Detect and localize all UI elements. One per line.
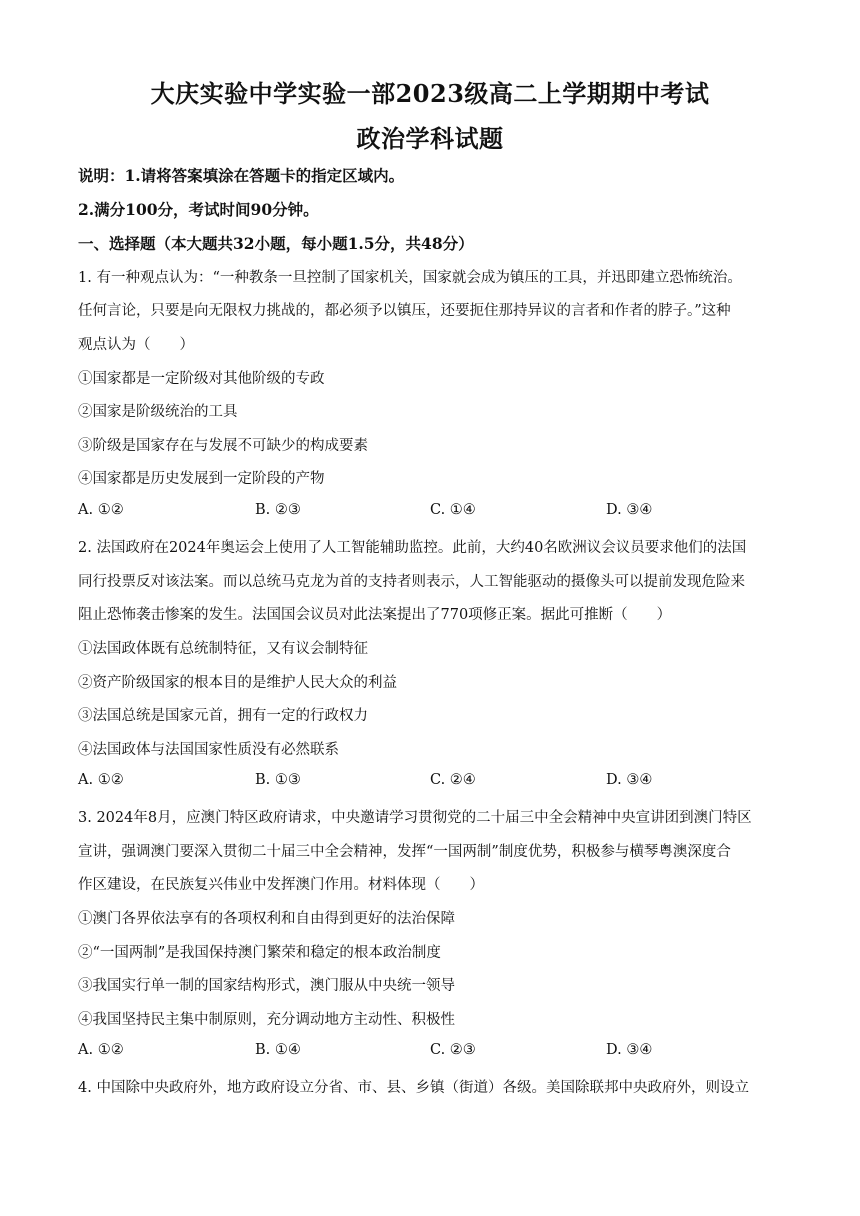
question-2-option-d: D. ③④ — [606, 772, 653, 788]
question-3-option-c: C. ②③ — [430, 1042, 476, 1058]
question-1-option-a: A. ①② — [78, 502, 124, 518]
question-1-statement-2: ②国家是阶级统治的工具 — [78, 404, 238, 420]
question-3-statement-4: ④我国坚持民主集中制原则，充分调动地方主动性、积极性 — [78, 1012, 455, 1028]
question-3-option-b: B. ①④ — [255, 1042, 301, 1058]
question-2-line-2: 同行投票反对该法案。而以总统马克龙为首的支持者则表示，人工智能驱动的摄像头可以提前发现危险来 — [78, 574, 745, 590]
question-2-statement-1: ①法国政体既有总统制特征，又有议会制特征 — [78, 641, 368, 657]
question-1-line-3: 观点认为（ ） — [78, 337, 194, 353]
question-1-option-b: B. ②③ — [255, 502, 301, 518]
question-2-option-b: B. ①③ — [255, 772, 301, 788]
exam-subtitle: 政治学科试题 — [356, 124, 504, 153]
question-3-statement-3: ③我国实行单一制的国家结构形式，澳门服从中央统一领导 — [78, 978, 455, 994]
question-4-line-1: 4. 中国除中央政府外，地方政府设立分省、市、县、乡镇（街道）各级。美国除联邦中央政府外，则设立 — [78, 1080, 749, 1096]
note-line-1: 说明：1.请将答案填涂在答题卡的指定区域内。 — [78, 166, 405, 185]
question-2-statement-4: ④法国政体与法国国家性质没有必然联系 — [78, 742, 339, 758]
question-1-statement-4: ④国家都是历史发展到一定阶段的产物 — [78, 471, 325, 487]
question-2-option-c: C. ②④ — [430, 772, 476, 788]
question-1-option-d: D. ③④ — [606, 502, 653, 518]
question-3-line-2: 宣讲，强调澳门要深入贯彻二十届三中全会精神，发挥“一国两制”制度优势，积极参与横琴粤澳深度合 — [78, 844, 731, 860]
question-2-option-a: A. ①② — [78, 772, 124, 788]
question-2-line-1: 2. 法国政府在2024年奥运会上使用了人工智能辅助监控。此前，大约40名欧洲议会议员要求他们的法国 — [78, 540, 747, 556]
note-line-2: 2.满分100分，考试时间90分钟。 — [78, 200, 319, 219]
question-3-option-d: D. ③④ — [606, 1042, 653, 1058]
question-3-statement-2: ②“一国两制”是我国保持澳门繁荣和稳定的根本政治制度 — [78, 945, 441, 961]
question-3-line-3: 作区建设，在民族复兴伟业中发挥澳门作用。材料体现（ ） — [78, 877, 484, 893]
question-2-statement-3: ③法国总统是国家元首，拥有一定的行政权力 — [78, 708, 368, 724]
question-1-statement-3: ③阶级是国家存在与发展不可缺少的构成要素 — [78, 438, 368, 454]
question-1-line-1: 1. 有一种观点认为：“一种教条一旦控制了国家机关，国家就会成为镇压的工具，并迅即建立恐怖统治。 — [78, 270, 742, 286]
question-1-option-c: C. ①④ — [430, 502, 476, 518]
question-3-line-1: 3. 2024年8月，应澳门特区政府请求，中央邀请学习贯彻党的二十届三中全会精神中央宣讲团到澳门特区 — [78, 810, 752, 826]
question-1-line-2: 任何言论，只要是向无限权力挑战的，都必须予以镇压，还要扼住那持异议的言者和作者的脖子。”这种 — [78, 303, 731, 319]
question-3-option-a: A. ①② — [78, 1042, 124, 1058]
question-2-statement-2: ②资产阶级国家的根本目的是维护人民大众的利益 — [78, 675, 397, 691]
exam-title: 大庆实验中学实验一部2023级高二上学期期中考试 — [150, 79, 710, 108]
question-2-line-3: 阻止恐怖袭击惨案的发生。法国国会议员对此法案提出了770项修正案。据此可推断（ ） — [78, 607, 672, 623]
question-3-statement-1: ①澳门各界依法享有的各项权利和自由得到更好的法治保障 — [78, 911, 455, 927]
section-heading: 一、选择题（本大题共32小题，每小题1.5分，共48分） — [78, 234, 474, 253]
question-1-statement-1: ①国家都是一定阶级对其他阶级的专政 — [78, 371, 325, 387]
